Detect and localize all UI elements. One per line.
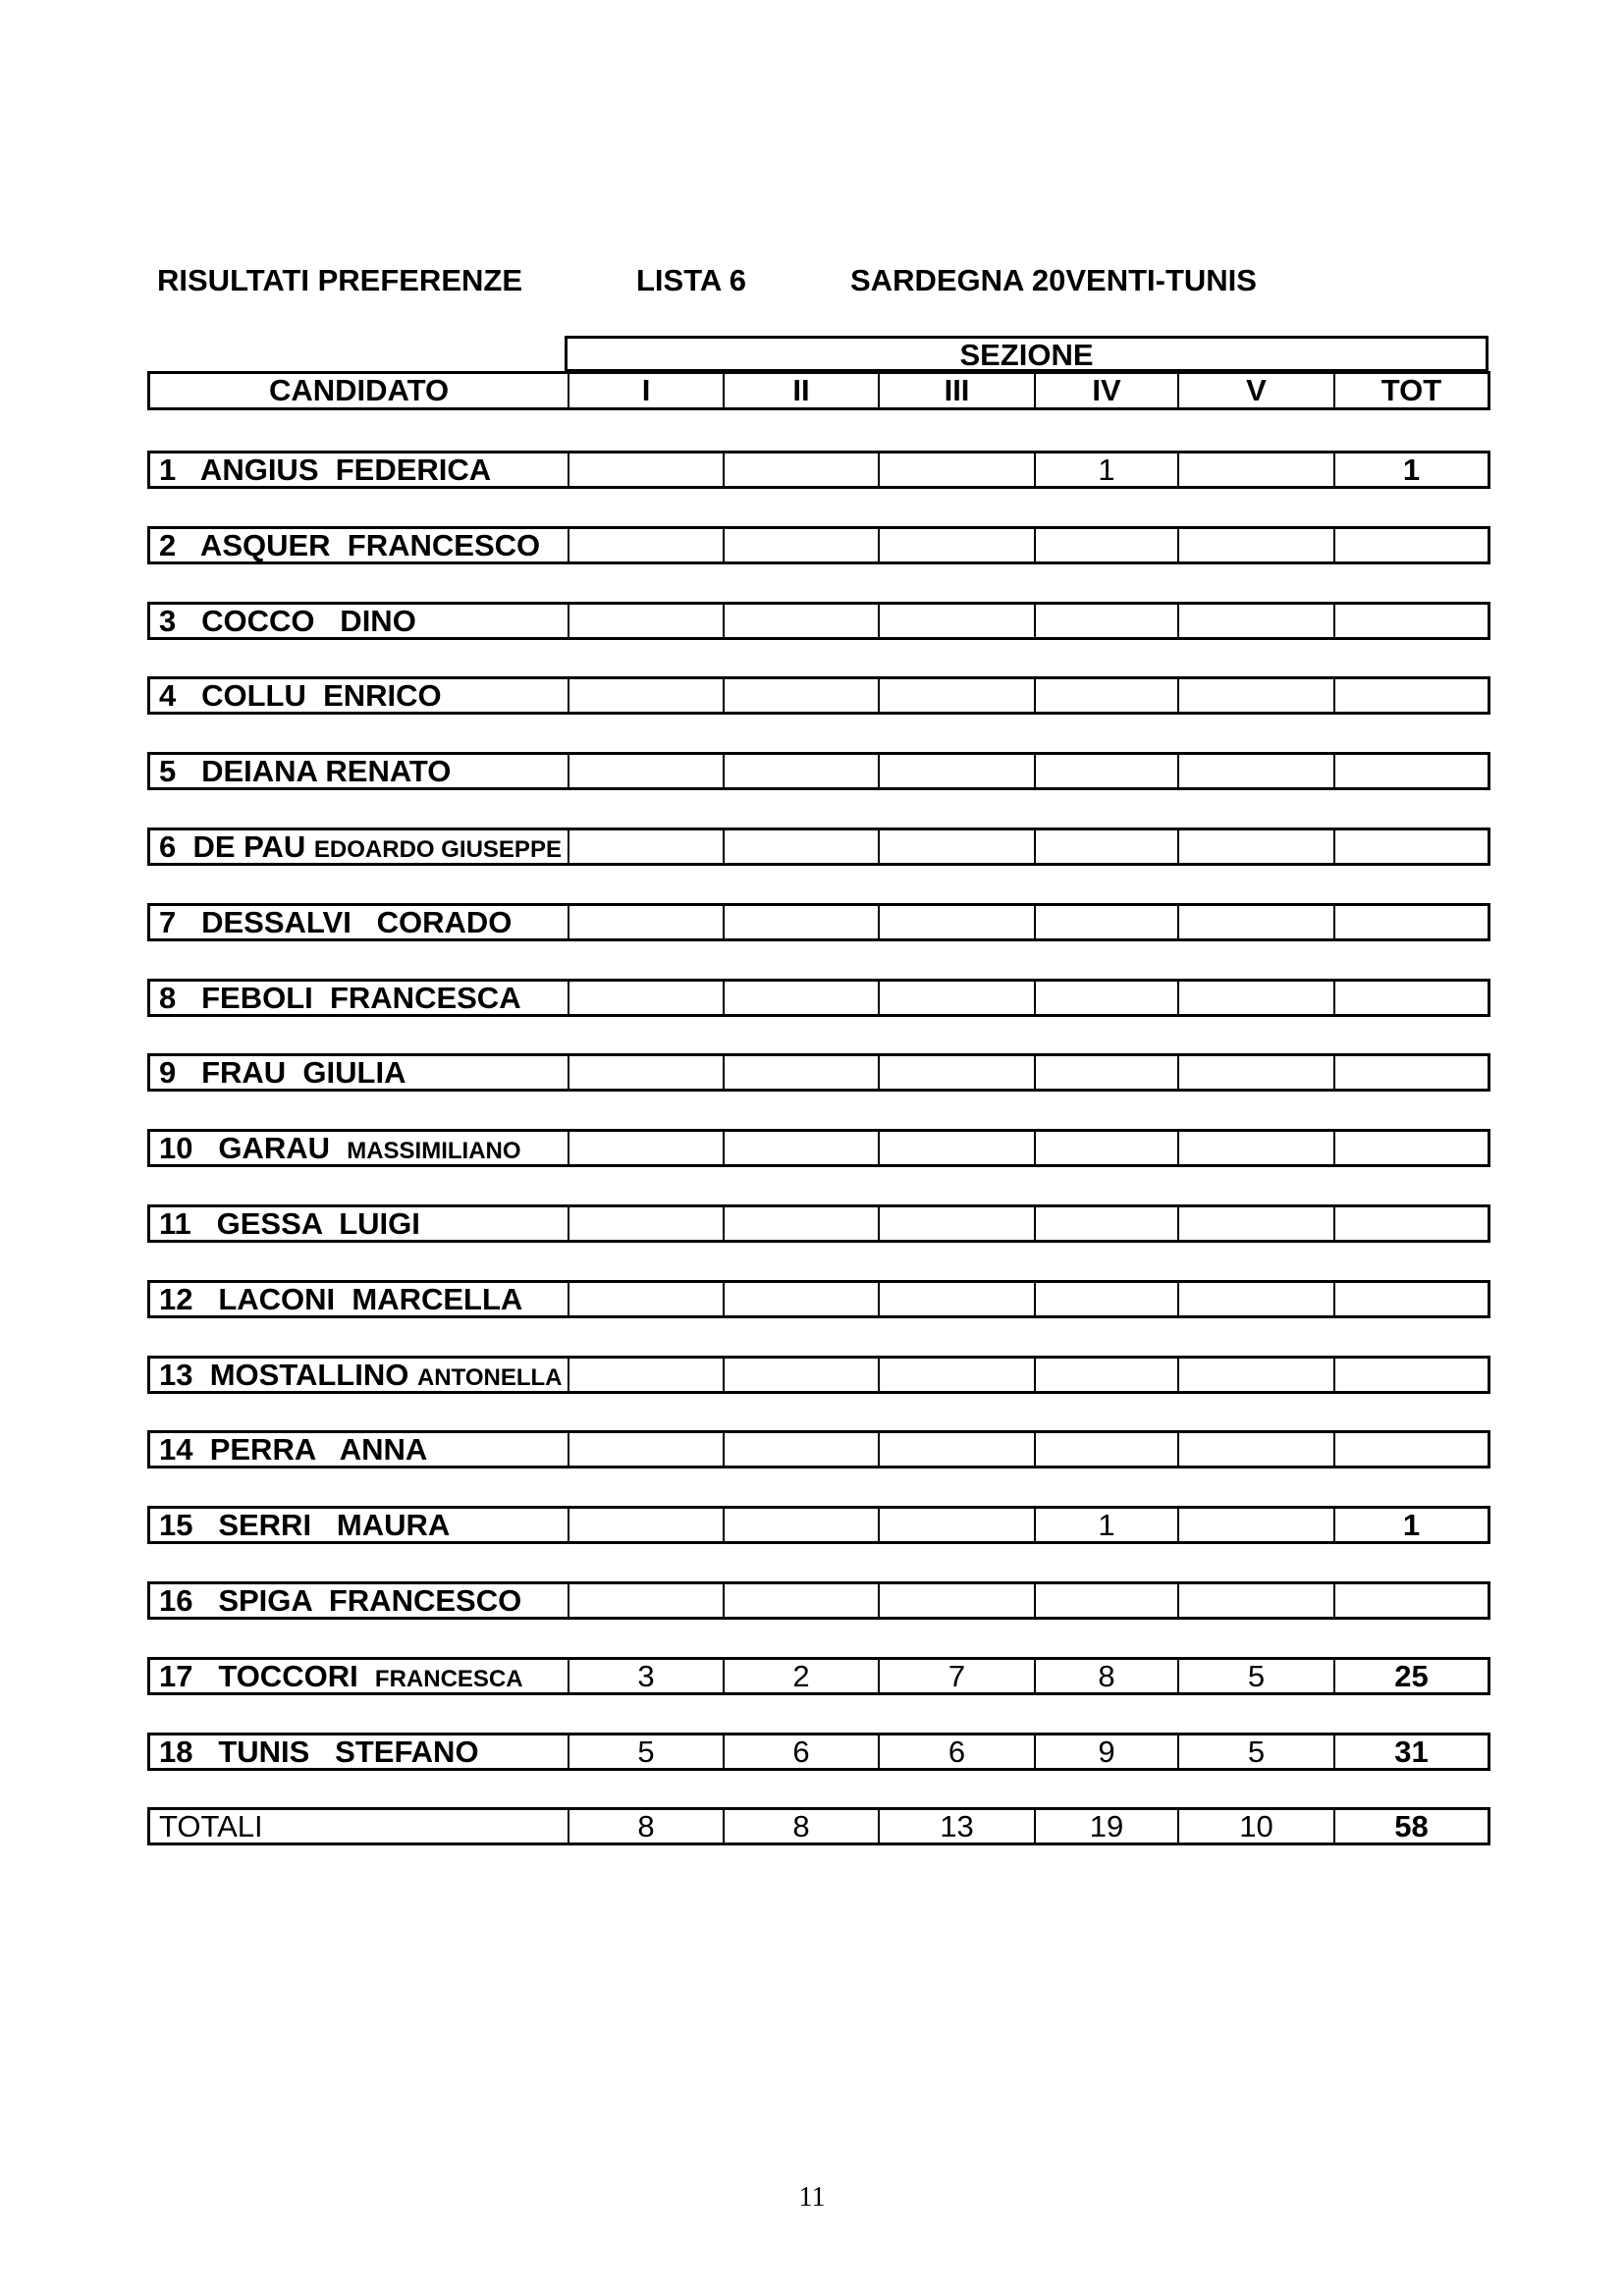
- candidate-name: [150, 1509, 568, 1541]
- candidate-name: [150, 906, 568, 938]
- page-header-lista: LISTA 6: [636, 263, 746, 297]
- candidate-name-main: 2 ASQUER FRANCESCO: [159, 529, 541, 561]
- sezione-cell: [1177, 755, 1333, 787]
- tot-cell: [1333, 1207, 1488, 1240]
- sezione-cell: [1034, 1359, 1177, 1391]
- table-row: [147, 526, 1490, 564]
- page-number: 11: [798, 2182, 826, 2213]
- sezione-cell: [878, 1056, 1034, 1089]
- candidate-name: [150, 1660, 568, 1692]
- table-header: [147, 336, 1490, 410]
- sezione-cell: [723, 529, 878, 561]
- candidate-name-main: 13 MOSTALLINO: [159, 1359, 417, 1391]
- sezione-cell: [1177, 1283, 1333, 1315]
- column-header-tot: TOT: [1333, 374, 1488, 407]
- sezione-cell: 8: [723, 1810, 878, 1842]
- candidate-name-main: 15 SERRI MAURA: [159, 1509, 451, 1541]
- sezione-cell: [1177, 1509, 1333, 1541]
- column-header-candidato: CANDIDATO: [268, 373, 450, 407]
- sezione-cell: [568, 982, 723, 1014]
- table-row: [147, 1053, 1490, 1092]
- sezione-cell: [878, 906, 1034, 938]
- sezione-cell: [568, 1584, 723, 1617]
- sezione-cell: [878, 1207, 1034, 1240]
- sezione-cell: 6: [723, 1735, 878, 1768]
- sezione-cell: [878, 679, 1034, 712]
- sezione-cell: [568, 1509, 723, 1541]
- candidate-name-main: 10 GARAU: [159, 1132, 348, 1164]
- tot-cell: [1333, 1283, 1488, 1315]
- tot-cell: [1333, 1132, 1488, 1164]
- candidate-name: [150, 529, 568, 561]
- tot-cell: 1: [1333, 1509, 1488, 1541]
- table-row: [147, 1356, 1490, 1394]
- sezione-cell: [1034, 982, 1177, 1014]
- tot-cell: [1333, 1056, 1488, 1089]
- tot-cell: [1333, 1433, 1488, 1466]
- sezione-cell: [723, 982, 878, 1014]
- candidate-name-main: 5 DEIANA RENATO: [159, 755, 452, 787]
- candidate-name-main: 12 LACONI MARCELLA: [159, 1283, 523, 1315]
- sezione-cell: [723, 679, 878, 712]
- sezione-cell: 5: [568, 1735, 723, 1768]
- table-row: [147, 979, 1490, 1017]
- table-row: [147, 1506, 1490, 1544]
- sezione-cell: [1034, 906, 1177, 938]
- sezione-cell: [1177, 1359, 1333, 1391]
- sezione-cell: 8: [1034, 1660, 1177, 1692]
- candidate-name: [150, 1283, 568, 1315]
- candidate-name: [150, 1056, 568, 1089]
- candidate-name-main: 7 DESSALVI CORADO: [159, 906, 513, 938]
- candidate-name: [150, 1433, 568, 1466]
- sezione-cell: 13: [878, 1810, 1034, 1842]
- candidate-name-main: 8 FEBOLI FRANCESCA: [159, 982, 521, 1014]
- candidate-name: [150, 1132, 568, 1164]
- sezione-cell: [878, 982, 1034, 1014]
- sezione-cell: 6: [878, 1735, 1034, 1768]
- sezione-cell: 9: [1034, 1735, 1177, 1768]
- sezione-cell: 19: [1034, 1810, 1177, 1842]
- candidate-name: [150, 830, 568, 863]
- sezione-cell: [568, 906, 723, 938]
- column-header-ii: II: [723, 374, 878, 407]
- sezione-cell: 2: [723, 1660, 878, 1692]
- column-header-iv: IV: [1034, 374, 1177, 407]
- column-header-v: V: [1177, 374, 1333, 407]
- sezione-cell: [1177, 605, 1333, 637]
- sezione-cell: [878, 1359, 1034, 1391]
- column-header-i: I: [568, 374, 723, 407]
- tot-cell: [1333, 1584, 1488, 1617]
- candidate-name: [150, 605, 568, 637]
- candidate-name-secondary: ANTONELLA: [416, 1364, 563, 1391]
- sezione-cell: [1034, 755, 1177, 787]
- table-row: [147, 1280, 1490, 1318]
- table-row: [147, 1581, 1490, 1620]
- candidate-name-main: 9 FRAU GIULIA: [159, 1056, 406, 1089]
- sezione-cell: [568, 755, 723, 787]
- table-row: [147, 1733, 1490, 1771]
- sezione-cell: [878, 1509, 1034, 1541]
- candidate-name: [150, 1359, 568, 1391]
- sezione-cell: [723, 1359, 878, 1391]
- sezione-cell: [723, 755, 878, 787]
- sezione-cell: [568, 1283, 723, 1315]
- table-row: [147, 1430, 1490, 1468]
- sezione-cell: [878, 1283, 1034, 1315]
- candidate-name: [150, 1584, 568, 1617]
- table-row: [147, 1204, 1490, 1243]
- sezione-cell: [1177, 454, 1333, 486]
- sezione-cell: [1177, 1132, 1333, 1164]
- sezione-cell: [723, 830, 878, 863]
- sezione-cell: [1034, 679, 1177, 712]
- candidate-name: [150, 1207, 568, 1240]
- sezione-cell: [723, 1283, 878, 1315]
- candidate-name: [150, 982, 568, 1014]
- table-row: [147, 752, 1490, 790]
- sezione-cell: [723, 605, 878, 637]
- candidate-name-secondary: MASSIMILIANO: [347, 1138, 521, 1164]
- tot-cell: [1333, 679, 1488, 712]
- page-header-party: SARDEGNA 20VENTI-TUNIS: [850, 263, 1257, 297]
- sezione-cell: 1: [1034, 454, 1177, 486]
- sezione-cell: [1177, 1433, 1333, 1466]
- sezione-cell: [723, 1433, 878, 1466]
- tot-cell: 1: [1333, 454, 1488, 486]
- sezione-cell: [1177, 906, 1333, 938]
- sezione-cell: [568, 1056, 723, 1089]
- sezione-cell: [1034, 1132, 1177, 1164]
- sezione-cell: [1177, 529, 1333, 561]
- candidate-name: [150, 1735, 568, 1768]
- candidate-name-secondary: EDOARDO GIUSEPPE: [313, 836, 562, 863]
- sezione-cell: 8: [568, 1810, 723, 1842]
- candidate-name-main: 1 ANGIUS FEDERICA: [159, 454, 492, 486]
- candidate-name-main: 18 TUNIS STEFANO: [159, 1735, 479, 1768]
- sezione-cell: [878, 830, 1034, 863]
- sezione-cell: [878, 755, 1034, 787]
- sezione-cell: [723, 1207, 878, 1240]
- sezione-cell: 1: [1034, 1509, 1177, 1541]
- tot-cell: 58: [1333, 1810, 1488, 1842]
- column-header-row: [147, 371, 1490, 410]
- sezione-cell: [1034, 830, 1177, 863]
- sezione-cell: 5: [1177, 1660, 1333, 1692]
- sezione-cell: [568, 1207, 723, 1240]
- table-row: [147, 1129, 1490, 1167]
- sezione-cell: [723, 1509, 878, 1541]
- sezione-cell: [878, 529, 1034, 561]
- tot-cell: 25: [1333, 1660, 1488, 1692]
- sezione-cell: 5: [1177, 1735, 1333, 1768]
- table-row: [147, 1657, 1490, 1695]
- sezione-cell: [1034, 1056, 1177, 1089]
- column-header-iii: III: [878, 374, 1034, 407]
- sezione-cell: [568, 1359, 723, 1391]
- table-row: [147, 903, 1490, 941]
- table-row: [147, 828, 1490, 866]
- sezione-group-header: SEZIONE: [565, 336, 1489, 371]
- sezione-cell: [878, 605, 1034, 637]
- candidate-name-main: 16 SPIGA FRANCESCO: [159, 1584, 522, 1617]
- page-header-title: RISULTATI PREFERENZE: [157, 263, 522, 297]
- totals-label: TOTALI: [159, 1810, 263, 1842]
- candidate-name: [150, 679, 568, 712]
- sezione-cell: [878, 1584, 1034, 1617]
- sezione-cell: [1177, 982, 1333, 1014]
- sezione-cell: [568, 605, 723, 637]
- tot-cell: [1333, 830, 1488, 863]
- sezione-cell: [568, 454, 723, 486]
- sezione-cell: [1034, 605, 1177, 637]
- sezione-cell: 7: [878, 1660, 1034, 1692]
- sezione-cell: [1034, 1584, 1177, 1617]
- sezione-cell: [1034, 1207, 1177, 1240]
- candidate-name-main: 4 COLLU ENRICO: [159, 679, 442, 712]
- sezione-cell: [1177, 1056, 1333, 1089]
- candidate-name-main: 6 DE PAU: [159, 830, 314, 863]
- sezione-cell: [723, 906, 878, 938]
- candidate-name: [150, 755, 568, 787]
- tot-cell: [1333, 1359, 1488, 1391]
- sezione-cell: [1034, 1433, 1177, 1466]
- candidate-name-secondary: FRANCESCA: [374, 1666, 523, 1692]
- sezione-cell: [723, 1132, 878, 1164]
- sezione-cell: [1177, 1584, 1333, 1617]
- sezione-cell: 3: [568, 1660, 723, 1692]
- sezione-cell: [878, 454, 1034, 486]
- sezione-cell: [723, 454, 878, 486]
- sezione-cell: [568, 1433, 723, 1466]
- candidate-name-main: 3 COCCO DINO: [159, 605, 416, 637]
- table-row: [147, 676, 1490, 715]
- sezione-cell: [1177, 1207, 1333, 1240]
- sezione-cell: [568, 529, 723, 561]
- tot-cell: [1333, 529, 1488, 561]
- candidate-name-main: 17 TOCCORI: [159, 1660, 375, 1692]
- tot-cell: [1333, 982, 1488, 1014]
- tot-cell: [1333, 605, 1488, 637]
- sezione-cell: [568, 830, 723, 863]
- tot-cell: [1333, 906, 1488, 938]
- sezione-cell: [878, 1433, 1034, 1466]
- candidate-name: [150, 454, 568, 486]
- table-row: [147, 451, 1490, 489]
- sezione-cell: [1177, 679, 1333, 712]
- sezione-cell: [568, 1132, 723, 1164]
- sezione-cell: [1034, 529, 1177, 561]
- sezione-cell: [568, 679, 723, 712]
- candidate-name-main: 11 GESSA LUIGI: [159, 1207, 420, 1240]
- tot-cell: 31: [1333, 1735, 1488, 1768]
- sezione-cell: [1177, 830, 1333, 863]
- tot-cell: [1333, 755, 1488, 787]
- sezione-cell: [723, 1584, 878, 1617]
- sezione-cell: [878, 1132, 1034, 1164]
- sezione-cell: [1034, 1283, 1177, 1315]
- table-row: [147, 602, 1490, 640]
- totals-row: [147, 1807, 1490, 1845]
- sezione-cell: 10: [1177, 1810, 1333, 1842]
- candidate-name-main: 14 PERRA ANNA: [159, 1433, 428, 1466]
- sezione-cell: [723, 1056, 878, 1089]
